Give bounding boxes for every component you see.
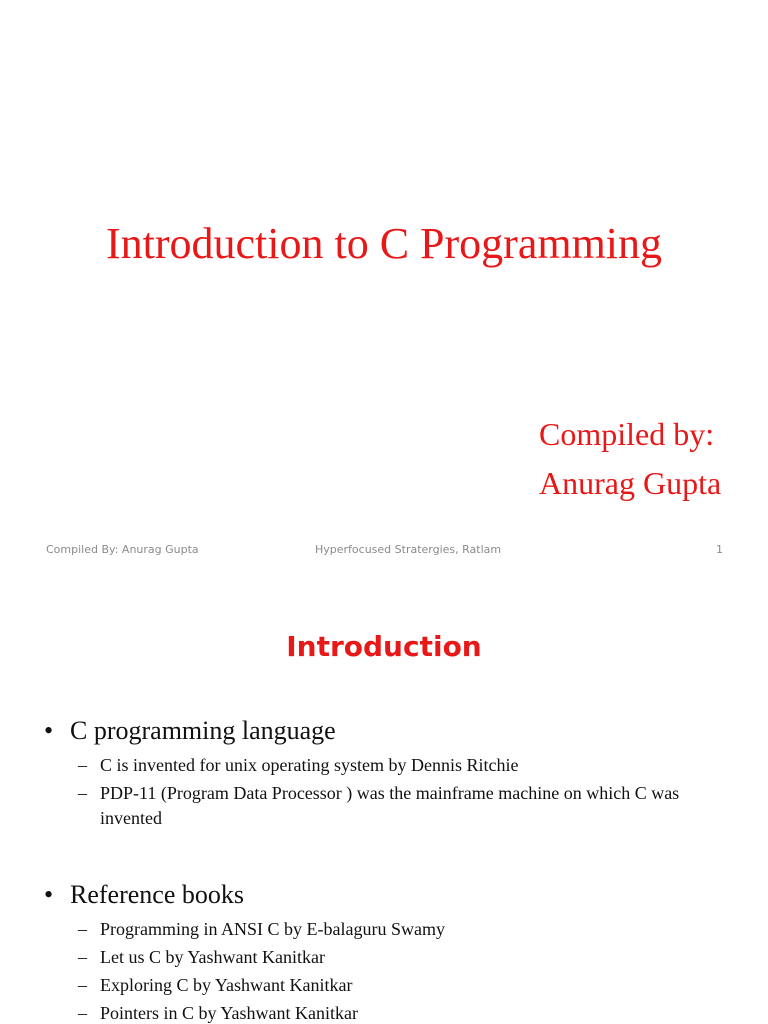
bullet-icon: • <box>44 716 54 745</box>
sub-bullet-item <box>78 753 740 778</box>
sub-bullet-item <box>78 1001 740 1024</box>
dash-icon: – <box>78 919 87 939</box>
sub-bullet-text: C is invented for unix operating system by Dennis Ritchie <box>100 755 519 775</box>
sub-bullet-item <box>78 973 740 998</box>
dash-icon: – <box>78 783 87 803</box>
sub-bullet-text: Let us C by Yashwant Kanitkar <box>100 947 325 967</box>
sub-bullet-text: Exploring C by Yashwant Kanitkar <box>100 975 353 995</box>
dash-icon: – <box>78 755 87 775</box>
footer-left: Compiled By: Anurag Gupta <box>46 543 199 556</box>
sub-bullet-text: PDP-11 (Program Data Processor ) was the mainframe machine on which C was invented <box>100 783 680 828</box>
slide-2 <box>0 576 768 1024</box>
slide-title: Introduction to C Programming <box>105 219 663 268</box>
bullet-text: Reference books <box>70 880 244 909</box>
bullet-item <box>44 716 336 746</box>
footer-center: Hyperfocused Stratergies, Ratlam <box>315 543 502 556</box>
sub-bullet-text: Pointers in C by Yashwant Kanitkar <box>100 1003 358 1023</box>
bullet-icon: • <box>44 880 54 909</box>
author-name: Anurag Gupta <box>539 465 722 501</box>
sub-bullet-text: Programming in ANSI C by E-balaguru Swamy <box>100 919 445 939</box>
footer-page-number: 1 <box>716 543 723 556</box>
compiled-by-label: Compiled by: <box>539 416 715 452</box>
bullet-text: C programming language <box>70 716 336 745</box>
slide-title: Introduction <box>286 630 482 663</box>
sub-bullet-item <box>78 781 740 831</box>
dash-icon: – <box>78 1003 87 1023</box>
dash-icon: – <box>78 947 87 967</box>
bullet-item <box>44 880 244 910</box>
sub-bullet-item <box>78 917 740 942</box>
dash-icon: – <box>78 975 87 995</box>
sub-bullet-item <box>78 945 740 970</box>
